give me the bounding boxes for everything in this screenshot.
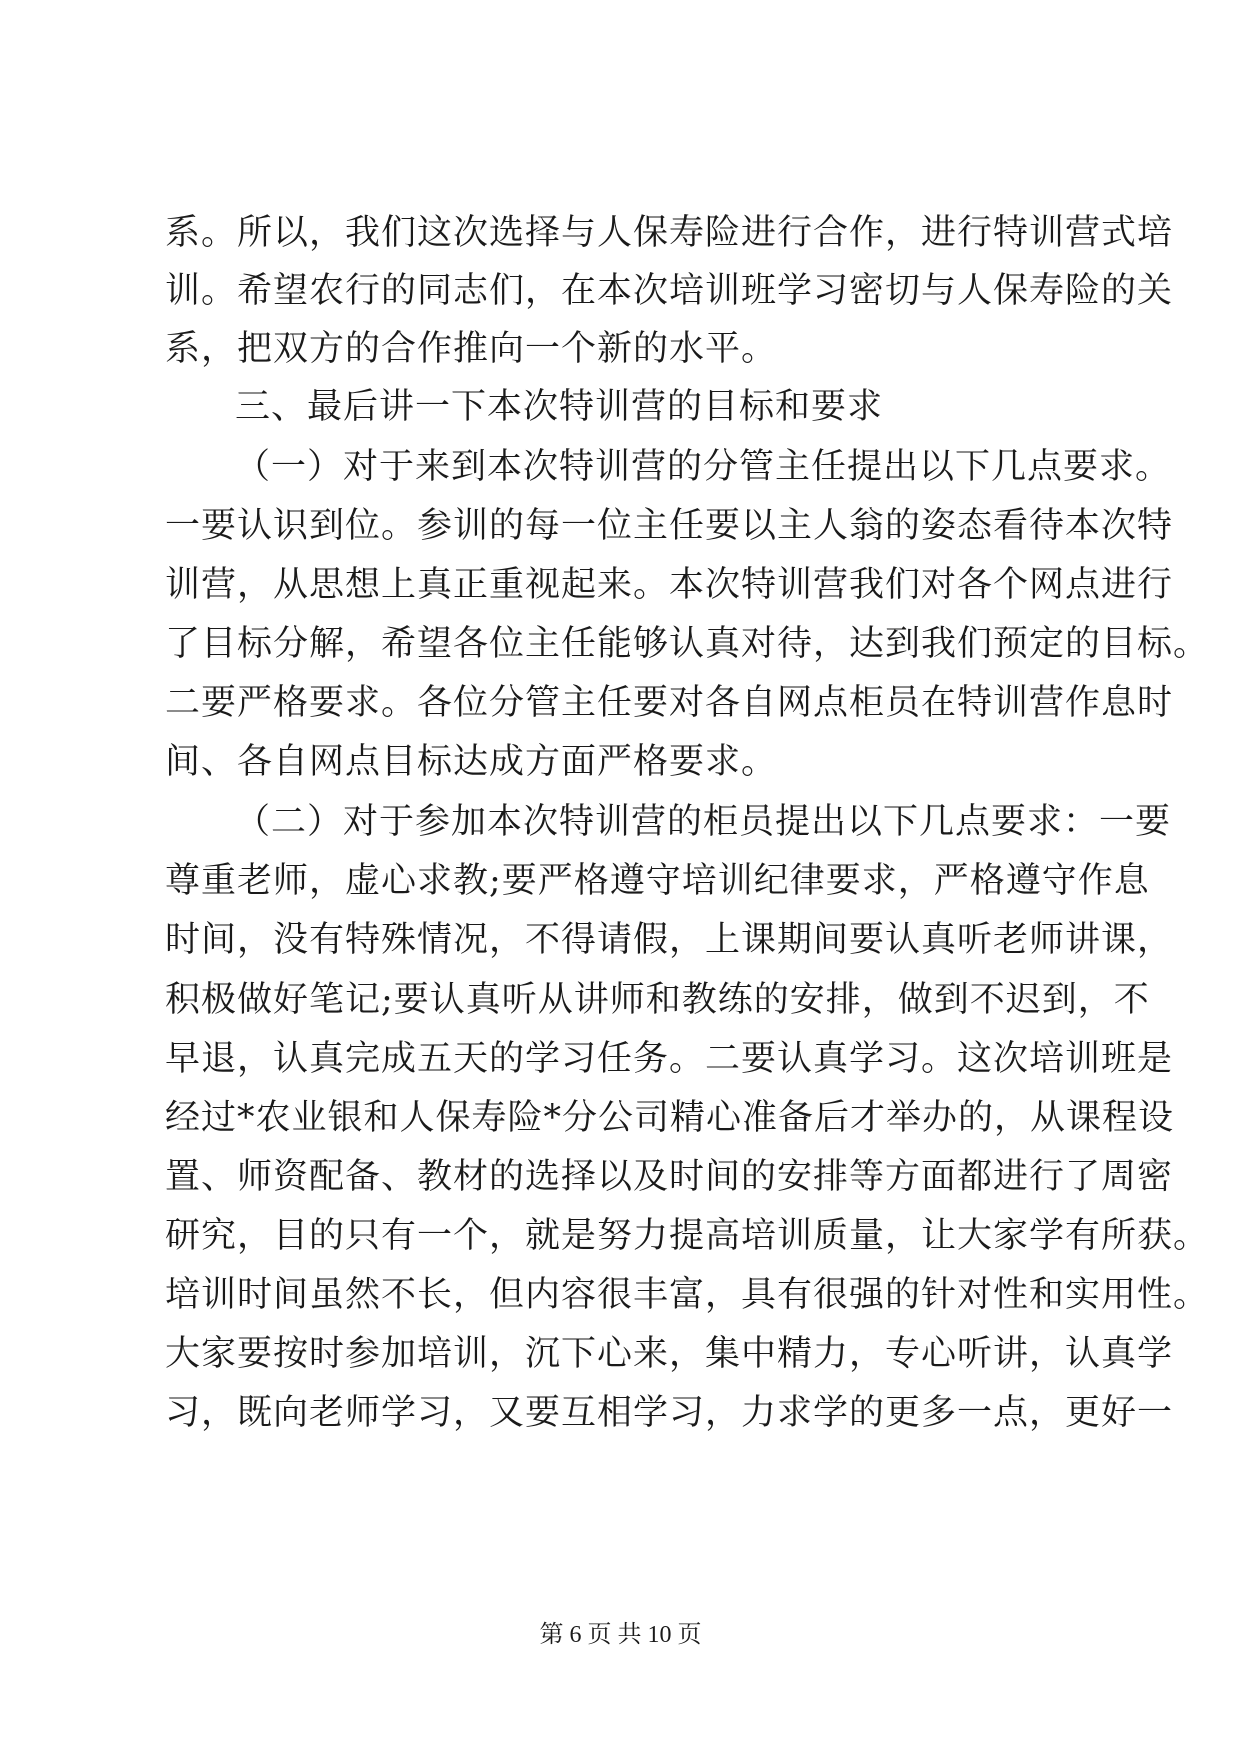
paragraph-2-line-1: （一）对于来到本次特训营的分管主任提出以下几点要求。 [235, 447, 1172, 487]
paragraph-3-line-11: 习，既向老师学习，又要互相学习，力求学的更多一点，更好一 [165, 1393, 1174, 1433]
paragraph-3-line-5: 早退，认真完成五天的学习任务。二要认真学习。这次培训班是 [165, 1039, 1174, 1079]
paragraph-1-line-1: 系。所以，我们这次选择与人保寿险进行合作，进行特训营式培 [165, 213, 1174, 253]
paragraph-2-line-4: 了目标分解，希望各位主任能够认真对待，达到我们预定的目标。 [165, 624, 1210, 664]
page-footer: 第 6 页 共 10 页 [539, 1622, 702, 1648]
paragraph-3-line-3: 时间，没有特殊情况，不得请假，上课期间要认真听老师讲课， [165, 920, 1174, 960]
paragraph-2-line-3: 训营，从思想上真正重视起来。本次特训营我们对各个网点进行 [165, 565, 1174, 605]
paragraph-1-line-3: 系，把双方的合作推向一个新的水平。 [165, 329, 778, 369]
section-heading: 三、最后讲一下本次特训营的目标和要求 [235, 387, 884, 427]
paragraph-2-line-2: 一要认识到位。参训的每一位主任要以主人翁的姿态看待本次特 [165, 506, 1174, 546]
paragraph-3-line-2: 尊重老师，虚心求教;要严格遵守培训纪律要求，严格遵守作息 [165, 861, 1150, 901]
paragraph-3-line-9: 培训时间虽然不长，但内容很丰富，具有很强的针对性和实用性。 [165, 1275, 1210, 1315]
paragraph-3-line-10: 大家要按时参加培训，沉下心来，集中精力，专心听讲，认真学 [165, 1334, 1174, 1374]
paragraph-3-line-8: 研究，目的只有一个，就是努力提高培训质量，让大家学有所获。 [165, 1216, 1210, 1256]
paragraph-1-line-2: 训。希望农行的同志们，在本次培训班学习密切与人保寿险的关 [165, 271, 1174, 311]
paragraph-2-line-5: 二要严格要求。各位分管主任要对各自网点柜员在特训营作息时 [165, 683, 1174, 723]
paragraph-3-line-6: 经过*农业银和人保寿险*分公司精心准备后才举办的，从课程设 [165, 1098, 1175, 1138]
paragraph-2-line-6: 间、各自网点目标达成方面严格要求。 [165, 742, 778, 782]
paragraph-3-line-4: 积极做好笔记;要认真听从讲师和教练的安排，做到不迟到，不 [165, 980, 1150, 1020]
paragraph-3-line-7: 置、师资配备、教材的选择以及时间的安排等方面都进行了周密 [165, 1157, 1174, 1197]
paragraph-3-line-1: （二）对于参加本次特训营的柜员提出以下几点要求：一要 [235, 802, 1172, 842]
